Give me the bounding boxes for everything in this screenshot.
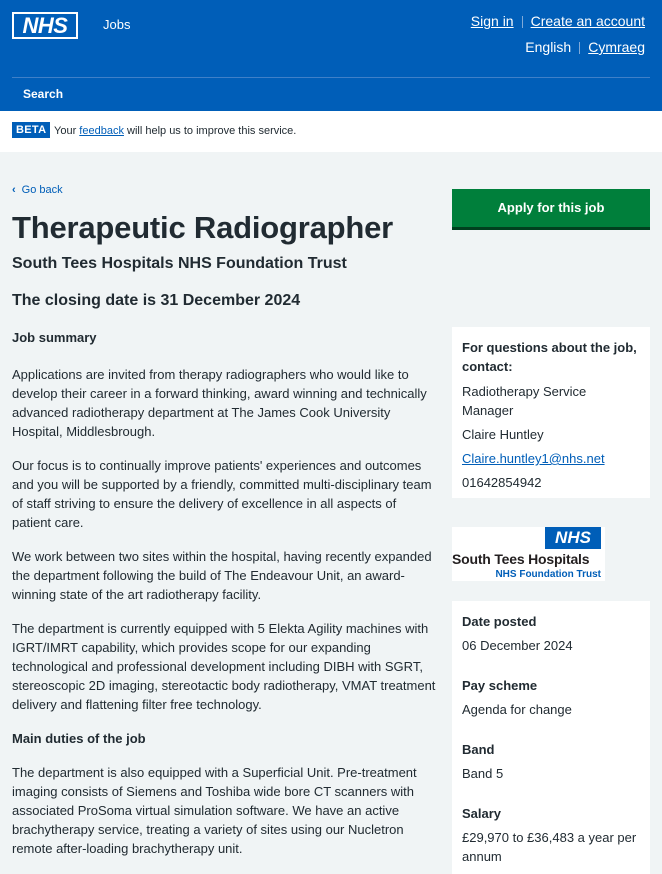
- summary-paragraph: We work between two sites within the hospital, having recently expanded the department following the build of The Endeavour Unit, an award-winning state of the art radiotherapy facility.: [12, 549, 432, 602]
- summary-paragraph: Applications are invited from therapy radiographers who would like to develop their career in a forward thinking, award winning and technically advanced radiotherapy department at The James Cook University Hospital, Middlesbrough.: [12, 367, 427, 439]
- job-details-panel: [452, 601, 650, 874]
- employer-logo-sub: NHS Foundation Trust: [495, 569, 601, 580]
- apply-button[interactable]: Apply for this job: [452, 189, 650, 227]
- account-links: [471, 13, 645, 29]
- duties-paragraph: The department is also equipped with a Superficial Unit. Pre-treatment imaging consists of Siemens and Toshiba wide bore CT scanners with associated ProSoma virtual simulation software. We have an active brachytherapy service, treating a variety of sites using our Nucletron remote after-loading brachytherapy unit.: [12, 765, 417, 856]
- job-summary-heading: Job summary: [12, 330, 97, 345]
- detail-value-salary: £29,970 to £36,483 a year per annum: [462, 830, 637, 864]
- back-link[interactable]: ‹ Go back: [12, 184, 63, 196]
- detail-label-pay-scheme: Pay scheme: [462, 678, 538, 693]
- language-english: English: [525, 39, 572, 55]
- chevron-left-icon: ‹: [12, 184, 16, 196]
- beta-message: Your feedback will help us to improve this service.: [54, 125, 297, 137]
- contact-name: Claire Huntley: [462, 427, 544, 442]
- header-divider: [12, 77, 650, 78]
- contact-phone: 01642854942: [462, 475, 542, 490]
- nav-search-link[interactable]: Search: [23, 87, 64, 101]
- beta-tag: BETA: [12, 122, 50, 138]
- detail-value-band: Band 5: [462, 766, 504, 781]
- employer-name: South Tees Hospitals NHS Foundation Trust: [12, 255, 347, 272]
- employer-logo: [452, 527, 605, 581]
- employer-logo-nhs: NHS: [545, 527, 601, 549]
- sign-in-link[interactable]: Sign in: [470, 13, 514, 29]
- contact-role: Radiotherapy Service Manager: [462, 384, 587, 418]
- divider: [579, 42, 580, 54]
- summary-paragraph: The department is currently equipped with 5 Elekta Agility machines with IGRT/IMRT capability, which provides scope for our expanding technological and professional development including DIBH with SGRT, stereoscopic 2D imaging, stereotactic body radiotherapy, VMAT treatment delivery and flattening filter free technology.: [12, 621, 436, 712]
- summary-paragraph: Our focus is to continually improve patients' experiences and outcomes and you will be supported by a friendly, committed multi-disciplinary team of staff striving to ensure the delivery of excellence in all aspects of patient care.: [12, 458, 432, 530]
- feedback-link[interactable]: feedback: [79, 125, 124, 137]
- job-description: [12, 328, 437, 873]
- detail-label-date-posted: Date posted: [462, 614, 537, 629]
- contact-email-link[interactable]: Claire.huntley1@nhs.net: [462, 451, 605, 466]
- main-duties-heading: Main duties of the job: [12, 731, 146, 746]
- nhs-logo[interactable]: NHS: [12, 12, 78, 39]
- service-name[interactable]: Jobs: [103, 17, 131, 32]
- job-title: Therapeutic Radiographer: [12, 210, 394, 245]
- employer-logo-name: South Tees Hospitals: [452, 551, 590, 567]
- create-account-link[interactable]: Create an account: [530, 13, 645, 29]
- language-cymraeg-link[interactable]: Cymraeg: [588, 39, 645, 55]
- divider: [522, 16, 523, 28]
- detail-value-pay-scheme: Agenda for change: [462, 702, 572, 717]
- closing-date: The closing date is 31 December 2024: [12, 292, 301, 309]
- beta-banner: [0, 111, 662, 152]
- detail-label-salary: Salary: [462, 806, 502, 821]
- detail-value-date-posted: 06 December 2024: [462, 638, 573, 653]
- site-header: [0, 0, 662, 111]
- detail-label-band: Band: [462, 742, 495, 757]
- language-links: [525, 39, 645, 55]
- contact-panel: [452, 327, 650, 498]
- contact-heading: For questions about the job, contact:: [462, 340, 637, 374]
